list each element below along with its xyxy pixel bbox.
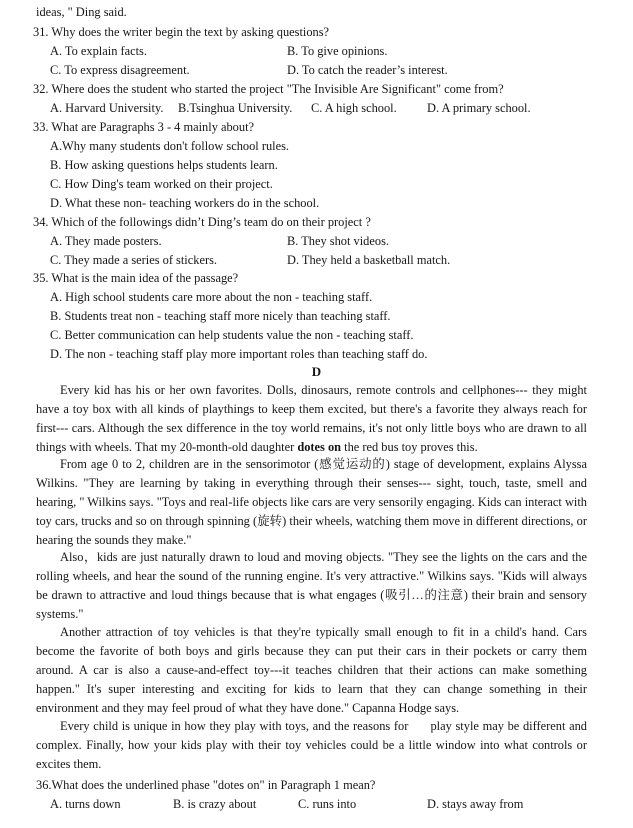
q32-option-b: B.Tsinghua University.: [178, 101, 293, 115]
q32-option-c: C. A high school.: [311, 101, 397, 115]
q33-option-d: D. What these non- teaching workers do in the school.: [50, 196, 320, 210]
q33-option-a: A.Why many students don't follow school rules.: [50, 139, 290, 153]
passage-paragraph-5: Every child is unique in how they play with toys, and the reasons for play style may be different and complex. Finally, how your kids play with their toy vehicles could be a little window into what controls or excites them.: [36, 719, 587, 771]
question-33: 33. What are Paragraphs 3 - 4 mainly about?: [33, 120, 255, 134]
question-31: 31. Why does the writer begin the text by asking questions?: [33, 25, 330, 39]
q35-option-c: C. Better communication can help students value the non - teaching staff.: [50, 328, 414, 342]
paragraph-1-text-start: Every kid has his or her own favorites. Dolls, dinosaurs, remote controls and cellphones--- they might have a toy box with all kinds of playthings to keep them excited, but there's a favorite they always reach for first--- cars. Although the sex difference in the toy world remains, it's not only little boys who are drawn to all things with wheels. That my 20-month-old daughter: [36, 383, 587, 454]
dotes-on-phrase: dotes on: [297, 440, 342, 454]
q34-option-d: D. They held a basketball match.: [287, 253, 451, 267]
paragraph-1-text-end: the red bus toy proves this.: [341, 440, 478, 454]
top-line: ideas, " Ding said.: [36, 5, 127, 19]
q35-option-a: A. High school students care more about the non - teaching staff.: [50, 290, 373, 304]
q36-option-a: A. turns down: [50, 797, 121, 811]
question-34: 34. Which of the followings didn’t Ding’s team do on their project ?: [33, 215, 371, 229]
q31-option-c: C. To express disagreement.: [50, 63, 190, 77]
question-35: 35. What is the main idea of the passage?: [33, 271, 239, 285]
q34-option-a: A. They made posters.: [50, 234, 162, 248]
q33-option-c: C. How Ding's team worked on their project.: [50, 177, 273, 191]
passage-paragraph-4: Another attraction of toy vehicles is that they're typically small enough to fit in a child's hand. Cars become the favorite of both boys and girls because they can put their cars in their pockets or carry them around. A car is also a cause-and-effect toy---it teaches children that their actions can make something happen." It's super interesting and exciting for kids to learn that they can change something in their environment and they may feel proud of what they have done." Capanna Hodge says.: [36, 625, 587, 715]
q34-option-c: C. They made a series of stickers.: [50, 253, 217, 267]
q31-option-b: B. To give opinions.: [287, 44, 388, 58]
q32-option-a: A. Harvard University.: [50, 101, 164, 115]
q36-option-d: D. stays away from: [427, 797, 524, 811]
question-32: 32. Where does the student who started the project "The Invisible Are Significant" come from?: [33, 82, 504, 96]
q31-option-d: D. To catch the reader’s interest.: [287, 63, 448, 77]
passage-paragraph-2: From age 0 to 2, children are in the sensorimotor (感觉运动的) stage of development, explains Alyssa Wilkins. "They are learning by taking in everything through their senses--- sight, touch, taste, smell and hearing, " Wilkins says. "Toys and real-life objects like cars are very sensorily engaging. Kids can interact with toy cars, trucks and so on through spinning (旋转) their wheels, watching them move in different directions, or hearing the sounds they make.": [36, 457, 587, 547]
passage-paragraph-3: Also，kids are just naturally drawn to loud and moving objects. "They see the lights on the cars and the rolling wheels, and hear the sound of the running engine. It's very attractive." Wilkins says. "Kids will always be drawn to attractive and loud things because that is what engages (吸引…的注意) their brain and sensory systems.": [36, 550, 587, 621]
passage-paragraph-1: [36, 381, 587, 457]
question-36: 36.What does the underlined phase "dotes on" in Paragraph 1 mean?: [36, 778, 376, 792]
q35-option-b: B. Students treat non - teaching staff more nicely than teaching staff.: [50, 309, 391, 323]
section-title: D: [311, 364, 322, 379]
q36-option-c: C. runs into: [298, 797, 357, 811]
q33-option-b: B. How asking questions helps students learn.: [50, 158, 278, 172]
q32-option-d: D. A primary school.: [427, 101, 531, 115]
q34-option-b: B. They shot videos.: [287, 234, 389, 248]
q35-option-d: D. The non - teaching staff play more important roles than teaching staff do.: [50, 347, 428, 361]
q31-option-a: A. To explain facts.: [50, 44, 147, 58]
q36-option-b: B. is crazy about: [173, 797, 257, 811]
